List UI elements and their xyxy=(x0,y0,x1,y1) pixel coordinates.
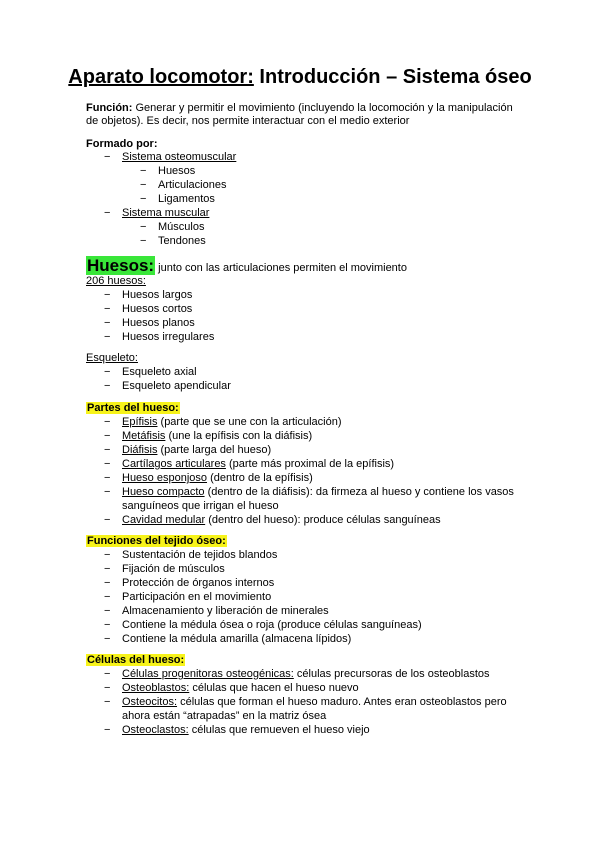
list-item: Contiene la médula amarilla (almacena lípidos) xyxy=(122,633,352,645)
desc: ahora están “atrapadas” en la matriz ósea xyxy=(122,710,327,722)
huesos-count: 206 huesos: xyxy=(86,275,146,287)
partes-heading: Partes del hueso: xyxy=(87,402,179,414)
dash: − xyxy=(104,416,111,428)
list-item: Huesos xyxy=(158,165,196,177)
term: Metáfisis xyxy=(122,430,166,442)
dash: − xyxy=(140,221,147,233)
list-item xyxy=(122,696,507,709)
celulas-heading: Células del hueso: xyxy=(87,654,185,666)
list-item xyxy=(122,486,514,499)
list-item: Sistema muscular xyxy=(122,207,210,219)
term: Osteoclastos: xyxy=(122,724,189,736)
dash: − xyxy=(104,563,111,575)
term: Células progenitoras osteogénicas: xyxy=(122,668,294,680)
funciones-heading: Funciones del tejido óseo: xyxy=(87,535,226,547)
dash: − xyxy=(104,331,111,343)
dash: − xyxy=(104,207,111,219)
list-item: Protección de órganos internos xyxy=(122,577,275,589)
funcion-line2: de objetos). Es decir, nos permite interactuar con el medio exterior xyxy=(86,115,410,127)
celulas-heading-row xyxy=(86,654,185,667)
dash: − xyxy=(104,380,111,392)
dash: − xyxy=(104,696,111,708)
term: Diáfisis xyxy=(122,444,158,456)
list-item xyxy=(122,724,370,737)
list-item: Almacenamiento y liberación de minerales xyxy=(122,605,329,617)
list-item: Tendones xyxy=(158,235,206,247)
dash: − xyxy=(104,682,111,694)
list-item xyxy=(122,682,359,695)
desc: (parte que se une con la articulación) xyxy=(157,416,342,428)
term: Osteoblastos: xyxy=(122,682,190,694)
term: Hueso esponjoso xyxy=(122,472,208,484)
page-title xyxy=(0,66,600,89)
funciones-heading-row xyxy=(86,535,227,548)
list-item: Fijación de músculos xyxy=(122,563,225,575)
dash: − xyxy=(104,444,111,456)
desc: células que forman el hueso maduro. Antes eran osteoblastos pero xyxy=(177,696,507,708)
list-item: Esqueleto apendicular xyxy=(122,380,231,392)
list-item: Participación en el movimiento xyxy=(122,591,272,603)
list-item: Huesos irregulares xyxy=(122,331,215,343)
list-item xyxy=(122,416,342,429)
desc: (dentro de la epífisis) xyxy=(207,472,313,484)
funcion-text1: Generar y permitir el movimiento (incluyendo la locomoción y la manipulación xyxy=(132,102,513,114)
list-item: Huesos planos xyxy=(122,317,195,329)
dash: − xyxy=(104,668,111,680)
formado-heading: Formado por: xyxy=(86,138,158,150)
funcion-line1 xyxy=(86,102,513,115)
list-item: Ligamentos xyxy=(158,193,215,205)
partes-heading-row xyxy=(86,402,180,415)
title-part1: Aparato locomotor: xyxy=(68,66,254,88)
dash: − xyxy=(140,165,147,177)
term: Hueso compacto xyxy=(122,486,205,498)
huesos-text: junto con las articulaciones permiten el movimiento xyxy=(155,262,407,274)
desc: células que remueven el hueso viejo xyxy=(188,724,370,736)
dash: − xyxy=(140,179,147,191)
list-item-continuation xyxy=(122,500,279,513)
list-item: Huesos cortos xyxy=(122,303,193,315)
list-item xyxy=(122,444,271,457)
list-item xyxy=(122,430,312,443)
list-item xyxy=(122,668,490,681)
list-item: Huesos largos xyxy=(122,289,193,301)
desc: células precursoras de los osteoblastos xyxy=(293,668,490,680)
list-item: Sustentación de tejidos blandos xyxy=(122,549,278,561)
list-item-continuation xyxy=(122,710,326,723)
dash: − xyxy=(104,514,111,526)
huesos-heading: Huesos: xyxy=(87,256,155,275)
dash: − xyxy=(104,633,111,645)
dash: − xyxy=(104,303,111,315)
list-item: Esqueleto axial xyxy=(122,366,197,378)
desc: sanguíneos que irrigan el hueso xyxy=(122,500,279,512)
list-item: Sistema osteomuscular xyxy=(122,151,237,163)
dash: − xyxy=(104,151,111,163)
dash: − xyxy=(104,724,111,736)
dash: − xyxy=(104,458,111,470)
dash: − xyxy=(104,430,111,442)
dash: − xyxy=(140,193,147,205)
dash: − xyxy=(104,549,111,561)
term: Osteocitos: xyxy=(122,696,178,708)
title-part2: Introducción – Sistema óseo xyxy=(253,66,532,88)
term: Epífisis xyxy=(122,416,158,428)
dash: − xyxy=(104,472,111,484)
list-item: Músculos xyxy=(158,221,205,233)
term: Cartílagos articulares xyxy=(122,458,226,470)
dash: − xyxy=(140,235,147,247)
desc: (parte larga del hueso) xyxy=(157,444,272,456)
dash: − xyxy=(104,289,111,301)
desc: células que hacen el hueso nuevo xyxy=(189,682,359,694)
dash: − xyxy=(104,486,111,498)
desc: (parte más proximal de la epífisis) xyxy=(225,458,395,470)
esqueleto-label: Esqueleto: xyxy=(86,352,138,364)
list-item: Contiene la médula ósea o roja (produce células sanguíneas) xyxy=(122,619,422,631)
desc: (dentro del hueso): produce células sanguíneas xyxy=(205,514,441,526)
list-item: Articulaciones xyxy=(158,179,227,191)
dash: − xyxy=(104,317,111,329)
term: Cavidad medular xyxy=(122,514,206,526)
dash: − xyxy=(104,577,111,589)
list-item xyxy=(122,514,441,527)
dash: − xyxy=(104,366,111,378)
list-item xyxy=(122,458,394,471)
funcion-label: Función: xyxy=(86,102,133,114)
dash: − xyxy=(104,605,111,617)
dash: − xyxy=(104,619,111,631)
dash: − xyxy=(104,591,111,603)
list-item xyxy=(122,472,313,485)
desc: (dentro de la diáfisis): da firmeza al hueso y contiene los vasos xyxy=(204,486,514,498)
desc: (une la epífisis con la diáfisis) xyxy=(165,430,313,442)
